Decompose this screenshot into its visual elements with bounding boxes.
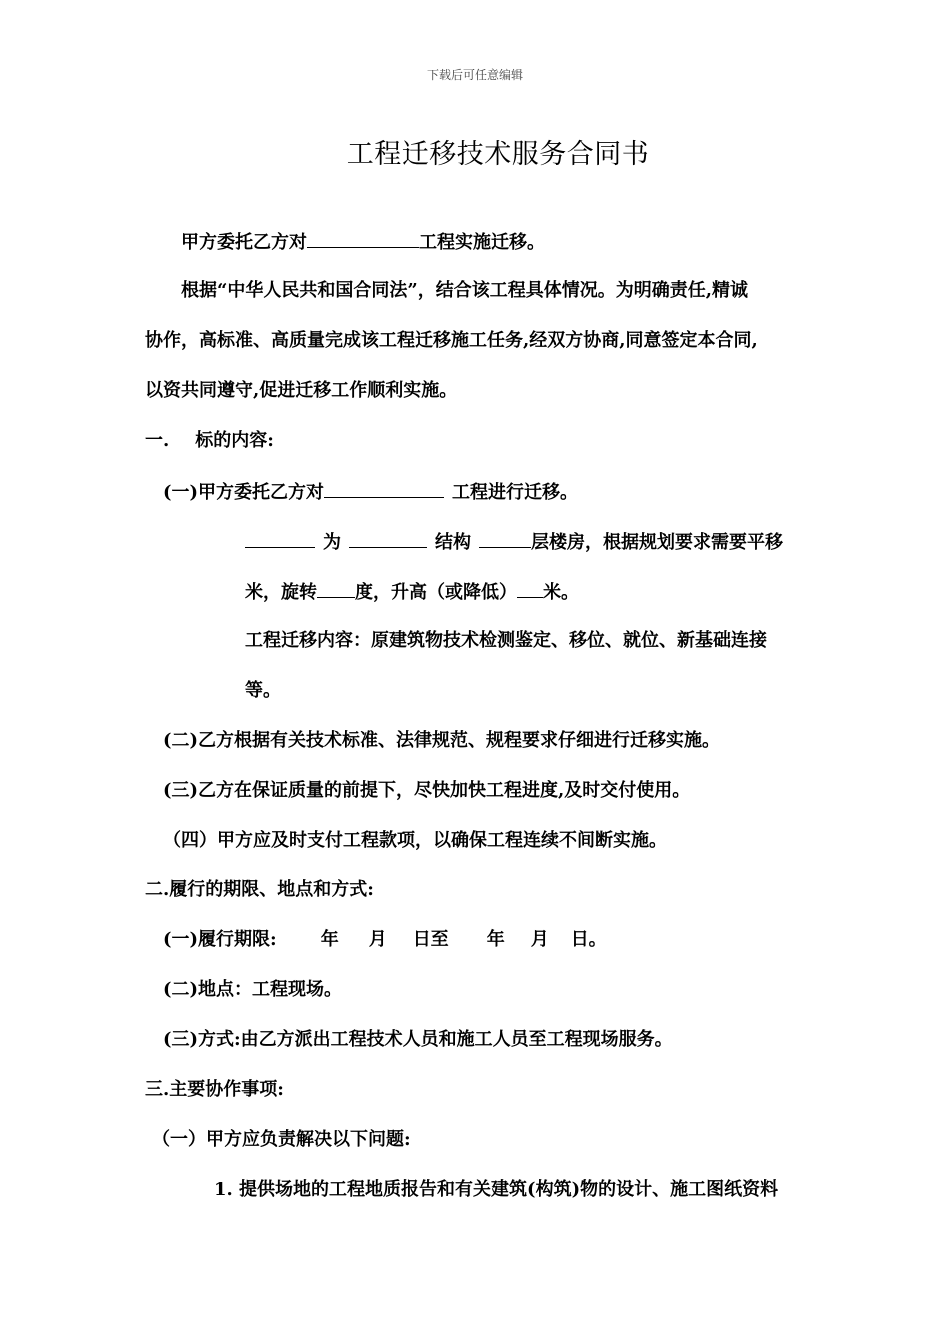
section-1-item-4: （四）甲方应及时支付工程款项，以确保工程连续不间断实施。 bbox=[163, 830, 667, 851]
height-change-blank[interactable] bbox=[517, 579, 543, 598]
intro-paragraph-line-2: 协作，高标准、高质量完成该工程迁移施工任务,经双方协商,同意签定本合同, bbox=[145, 330, 758, 351]
detail2-b: 度，升高（或降低） bbox=[355, 582, 517, 603]
rotation-degree-blank[interactable] bbox=[317, 579, 355, 598]
item-1-text-b: 工程进行迁移。 bbox=[452, 482, 579, 503]
intro-paragraph-line-3: 以资共同遵守,促进迁移工作顺利实施。 bbox=[145, 380, 458, 401]
performance-period-line bbox=[163, 928, 607, 952]
item-1-project-blank[interactable] bbox=[324, 479, 444, 498]
detail-rest: 层楼房，根据规划要求需要平移 bbox=[531, 532, 783, 553]
section-1-item-2: (二)乙方根据有关技术标准、法律规范、规程要求仔细进行迁移实施。 bbox=[163, 730, 721, 751]
section-2-item-2: (二)地点：工程现场。 bbox=[163, 979, 343, 1000]
section-1-number: 一. bbox=[145, 430, 170, 451]
section-3-heading: 三.主要协作事项: bbox=[145, 1079, 284, 1100]
detail-wei: 为 bbox=[323, 532, 341, 553]
section-2-item-3: (三)方式:由乙方派出工程技术人员和施工人员至工程现场服务。 bbox=[163, 1029, 673, 1050]
intro-line bbox=[181, 229, 545, 255]
section-1-item-1 bbox=[163, 479, 578, 505]
structure-type-blank[interactable] bbox=[349, 529, 427, 548]
item-1-text-a: (一)甲方委托乙方对 bbox=[163, 482, 325, 503]
section-1-heading bbox=[145, 429, 274, 453]
detail2-a: 米，旋转 bbox=[245, 582, 317, 603]
period-end-month: 月 bbox=[530, 929, 549, 950]
building-detail-line bbox=[245, 529, 783, 555]
section-3-item-1: （一）甲方应负责解决以下问题: bbox=[152, 1129, 411, 1150]
section-1-item-3: (三)乙方在保证质量的前提下，尽快加快工程进度,及时交付使用。 bbox=[163, 780, 691, 801]
migration-content-line-2: 等。 bbox=[245, 680, 281, 701]
document-title: 工程迁移技术服务合同书 bbox=[346, 139, 650, 170]
migration-content-line-1: 工程迁移内容：原建筑物技术检测鉴定、移位、就位、新基础连接 bbox=[245, 630, 767, 651]
period-start-year: 年 bbox=[320, 929, 339, 950]
period-end-year: 年 bbox=[486, 929, 505, 950]
detail2-c: 米。 bbox=[543, 582, 579, 603]
intro-line-a: 甲方委托乙方对 bbox=[181, 232, 307, 253]
location-blank[interactable] bbox=[245, 529, 315, 548]
intro-line-b: 工程实施迁移。 bbox=[419, 232, 545, 253]
project-name-blank[interactable] bbox=[307, 229, 419, 248]
detail-jiegou: 结构 bbox=[435, 532, 471, 553]
section-3-sub-item-1: 1. 提供场地的工程地质报告和有关建筑(构筑)物的设计、施工图纸资料 bbox=[214, 1179, 779, 1200]
period-label: (一)履行期限: bbox=[163, 929, 277, 950]
period-start-month: 月 bbox=[368, 929, 387, 950]
floor-count-blank[interactable] bbox=[479, 529, 531, 548]
period-start-day: 日至 bbox=[412, 929, 449, 950]
intro-paragraph-line-1: 根据“中华人民共和国合同法”，结合该工程具体情况。为明确责任,精诚 bbox=[181, 280, 748, 301]
section-2-heading: 二.履行的期限、地点和方式: bbox=[145, 879, 374, 900]
header-note: 下载后可任意编辑 bbox=[426, 68, 523, 82]
period-end-day: 日。 bbox=[570, 929, 607, 950]
movement-detail-line bbox=[245, 579, 579, 605]
section-1-title: 标的内容: bbox=[195, 430, 274, 451]
